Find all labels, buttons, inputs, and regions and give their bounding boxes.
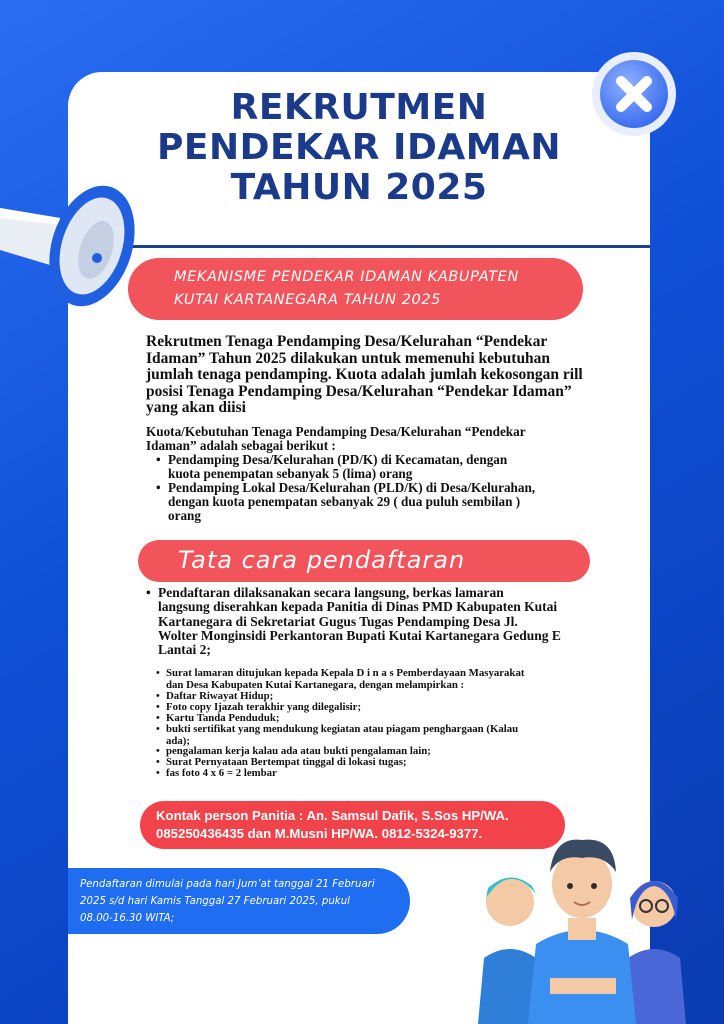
registration-line: Lantai 2; [158, 642, 211, 658]
intro-line: posisi Tenaga Pendamping Desa/Kelurahan “Pendekar Idaman” [146, 382, 572, 400]
registration-line: Wolter Monginsidi Perkantoran Bupati Kutai Kartanegara Gedung E [158, 627, 561, 643]
section-title: Tata cara pendaftaran [178, 546, 466, 574]
mechanism-line: MEKANISME PENDEKAR IDAMAN KABUPATEN [174, 269, 519, 285]
footer-line: Pendaftaran dimulai pada hari Jum’at tanggal 21 Februari [80, 879, 375, 890]
bullet-icon: • [156, 701, 160, 713]
document-line: dan Desa Kabupaten Kutai Kartanegara, dengan melampirkan : [166, 678, 465, 691]
quota-intro-line: Kuota/Kebutuhan Tenaga Pendamping Desa/Kelurahan “Pendekar [146, 424, 526, 439]
bullet-icon: • [156, 723, 160, 735]
quota-item [156, 452, 638, 481]
document-line: Daftar Riwayat Hidup; [166, 690, 274, 702]
quota-item-line: dengan kuota penempatan sebanyak 29 ( dua puluh sembilan ) [168, 494, 521, 509]
document-item [156, 667, 636, 691]
contact-line: 085250436435 dan M.Musni HP/WA. 0812-5324-9377. [156, 826, 483, 841]
footer-line: 2025 s/d hari Kamis Tanggal 27 Februari 2025, pukul [80, 896, 350, 907]
bullet-icon: • [156, 712, 160, 724]
bullet-icon: • [156, 452, 161, 467]
title-line: PENDEKAR IDAMAN [156, 127, 562, 168]
bullet-icon: • [156, 690, 160, 702]
megaphone-icon [0, 180, 135, 320]
registration-line: langsung diserahkan kepada Panitia di Dinas PMD Kabupaten Kutai [158, 599, 558, 615]
document-line: Surat lamaran ditujukan kepada Kepala D i n a s Pemberdayaan Masyarakat [166, 667, 525, 679]
document-item [156, 767, 636, 780]
document-line: Foto copy Ijazah terakhir yang dilegalisir; [166, 701, 362, 713]
document-line: ada); [166, 734, 190, 747]
quota-item-line: Pendamping Desa/Kelurahan (PD/K) di Kecamatan, dengan [168, 452, 508, 467]
bullet-icon: • [156, 756, 160, 768]
mechanism-line: KUTAI KARTANEGARA TAHUN 2025 [174, 292, 442, 308]
quota-item-line: kuota penempatan sebanyak 5 (lima) orang [168, 466, 413, 481]
title-line: REKRUTMEN [230, 87, 488, 128]
document-line: Surat Pernyataan Bertempat tinggal di lokasi tugas; [166, 756, 407, 768]
quota-item [156, 480, 638, 523]
quota-item-line: orang [168, 508, 201, 523]
document-line: pengalaman kerja kalau ada atau bukti pengalaman lain; [166, 745, 431, 757]
intro-paragraph [146, 334, 626, 417]
people-illustration [470, 828, 694, 1024]
quota-intro [146, 425, 626, 453]
title-line: TAHUN 2025 [230, 167, 488, 208]
document-item [156, 723, 636, 747]
bullet-icon: • [156, 767, 160, 779]
section-banner [138, 540, 590, 582]
intro-line: jumlah tenaga pendamping. Kuota adalah jumlah kekosongan rill [146, 366, 583, 383]
bullet-icon: • [146, 585, 151, 600]
divider [68, 245, 650, 248]
bullet-icon: • [156, 667, 160, 679]
page-title [68, 88, 650, 208]
mechanism-banner [128, 258, 583, 320]
quota-intro-line: Idaman” adalah sebagai berikut : [146, 438, 336, 453]
contact-line: Kontak person Panitia : An. Samsul Dafik, S.Sos HP/WA. [156, 808, 509, 823]
bullet-icon: • [156, 480, 161, 495]
registration-line: Pendaftaran dilaksanakan secara langsung, berkas lamaran [158, 585, 504, 600]
intro-line: Rekrutmen Tenaga Pendamping Desa/Kelurahan “Pendekar [146, 333, 548, 350]
close-icon[interactable] [590, 50, 678, 138]
quota-item-line: Pendamping Lokal Desa/Kelurahan (PLD/K) di Desa/Kelurahan, [168, 480, 536, 495]
document-line: Kartu Tanda Penduduk; [166, 712, 280, 724]
document-line: fas foto 4 x 6 = 2 lembar [166, 767, 277, 779]
registration-item [146, 585, 638, 658]
bullet-icon: • [156, 745, 160, 757]
registration-line: Kartanegara di Sekretariat Gugus Tugas Pendamping Desa Jl. [158, 613, 518, 629]
intro-line: Idaman” Tahun 2025 dilakukan untuk memenuhi kebutuhan [146, 349, 551, 367]
schedule-footer [68, 868, 410, 934]
document-line: bukti sertifikat yang mendukung kegiatan atau piagam penghargaan (Kalau [166, 723, 519, 735]
footer-line: 08.00-16.30 WITA; [80, 913, 175, 924]
intro-line: yang akan diisi [146, 399, 246, 416]
